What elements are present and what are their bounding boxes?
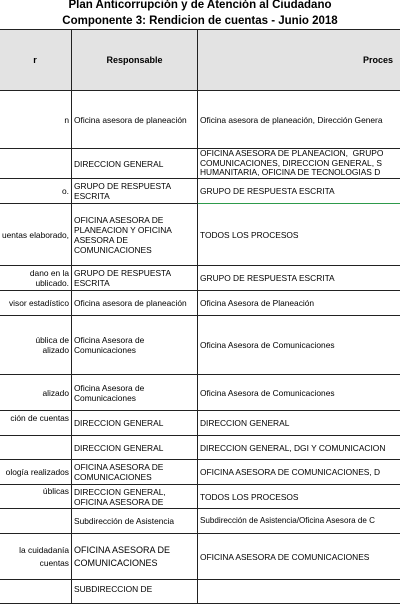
cell-responsable: DIRECCION GENERAL (72, 436, 198, 460)
cell-responsable: OFICINA ASESORA DE COMUNICACIONES (72, 460, 198, 485)
cell-responsable: GRUPO DE RESPUESTA ESCRITA (72, 266, 198, 291)
cell-procesos: OFICINA ASESORA DE COMUNICACIONES, D (198, 460, 400, 485)
cell-responsable: DIRECCION GENERAL, OFICINA ASESORA DE (72, 485, 198, 509)
table-row (0, 436, 400, 460)
header-row (0, 30, 400, 91)
cell-procesos[interactable]: GRUPO DE RESPUESTA ESCRITA (198, 179, 400, 204)
cell-indicator (0, 436, 72, 460)
table-row (0, 179, 400, 204)
plan-title: Plan Anticorrupción y de Atención al Ciudadano (0, 0, 400, 12)
table-row (0, 316, 400, 375)
header-responsable: Responsable (72, 30, 198, 91)
table-row (0, 485, 400, 509)
cell-indicator (0, 509, 72, 534)
cell-responsable: DIRECCION GENERAL (72, 149, 198, 179)
cell-indicator: uentas elaborado, (0, 204, 72, 266)
table-row (0, 149, 400, 179)
cell-responsable: SUBDIRECCION DE (72, 580, 198, 604)
cell-responsable: OFICINA ASESORA DE PLANEACION Y OFICINA ASESORA DE COMUNICACIONES (72, 204, 198, 266)
cell-procesos: DIRECCION GENERAL, DGI Y COMUNICACION (198, 436, 400, 460)
cell-responsable: Oficina Asesora de Comunicaciones (72, 316, 198, 375)
cell-responsable: Oficina Asesora de Comunicaciones (72, 375, 198, 411)
cell-procesos: TODOS LOS PROCESOS (198, 485, 400, 509)
cell-responsable: Oficina asesora de planeación (72, 91, 198, 149)
table-row (0, 509, 400, 534)
cell-indicator: úblicas (0, 485, 72, 509)
cell-procesos: TODOS LOS PROCESOS (198, 204, 400, 266)
cell-indicator: la cuidadanía cuentas (0, 534, 72, 580)
cell-procesos: GRUPO DE RESPUESTA ESCRITA (198, 266, 400, 291)
table-row (0, 204, 400, 266)
cell-procesos: Oficina Asesora de Comunicaciones (198, 316, 400, 375)
cell-indicator: n (0, 91, 72, 149)
cell-procesos: Oficina Asesora de Comunicaciones (198, 375, 400, 411)
cell-procesos: OFICINA ASESORA DE PLANEACION, GRUPO COMUNICACIONES, DIRECCION GENERAL, S HUMANITARIA, OFICINA DE TECNOLOGIAS D (198, 149, 400, 179)
cell-indicator: alizado (0, 375, 72, 411)
cell-procesos: OFICINA ASESORA DE COMUNICACIONES (198, 534, 400, 580)
cell-indicator: ública de alizado (0, 316, 72, 375)
cell-procesos: DIRECCION GENERAL (198, 411, 400, 436)
cell-responsable: DIRECCION GENERAL (72, 411, 198, 436)
cell-indicator: o. (0, 179, 72, 204)
table-row (0, 534, 400, 580)
table-row (0, 375, 400, 411)
cell-indicator: ción de cuentas (0, 411, 72, 436)
cell-indicator: ología realizados (0, 460, 72, 485)
header-procesos: Proces (198, 30, 400, 91)
cell-indicator (0, 149, 72, 179)
accountability-table (0, 29, 400, 604)
cell-responsable: Subdirección de Asistencia (72, 509, 198, 534)
table-row (0, 411, 400, 436)
component-title: Componente 3: Rendicion de cuentas - Junio 2018 (0, 14, 400, 28)
cell-indicator: visor estadístico (0, 291, 72, 316)
cell-procesos: Oficina asesora de planeación, Dirección Genera (198, 91, 400, 149)
table-row (0, 460, 400, 485)
cell-responsable: GRUPO DE RESPUESTA ESCRITA (72, 179, 198, 204)
header-indicator: r (0, 30, 72, 91)
cell-responsable: Oficina asesora de planeación (72, 291, 198, 316)
table-row (0, 91, 400, 149)
table-row (0, 266, 400, 291)
cell-procesos: Oficina Asesora de Planeación (198, 291, 400, 316)
table-row (0, 291, 400, 316)
cell-responsable: OFICINA ASESORA DE COMUNICACIONES (72, 534, 198, 580)
cell-procesos: Subdirección de Asistencia/Oficina Asesora de C (198, 509, 400, 534)
cell-indicator: dano en la ublicado. (0, 266, 72, 291)
